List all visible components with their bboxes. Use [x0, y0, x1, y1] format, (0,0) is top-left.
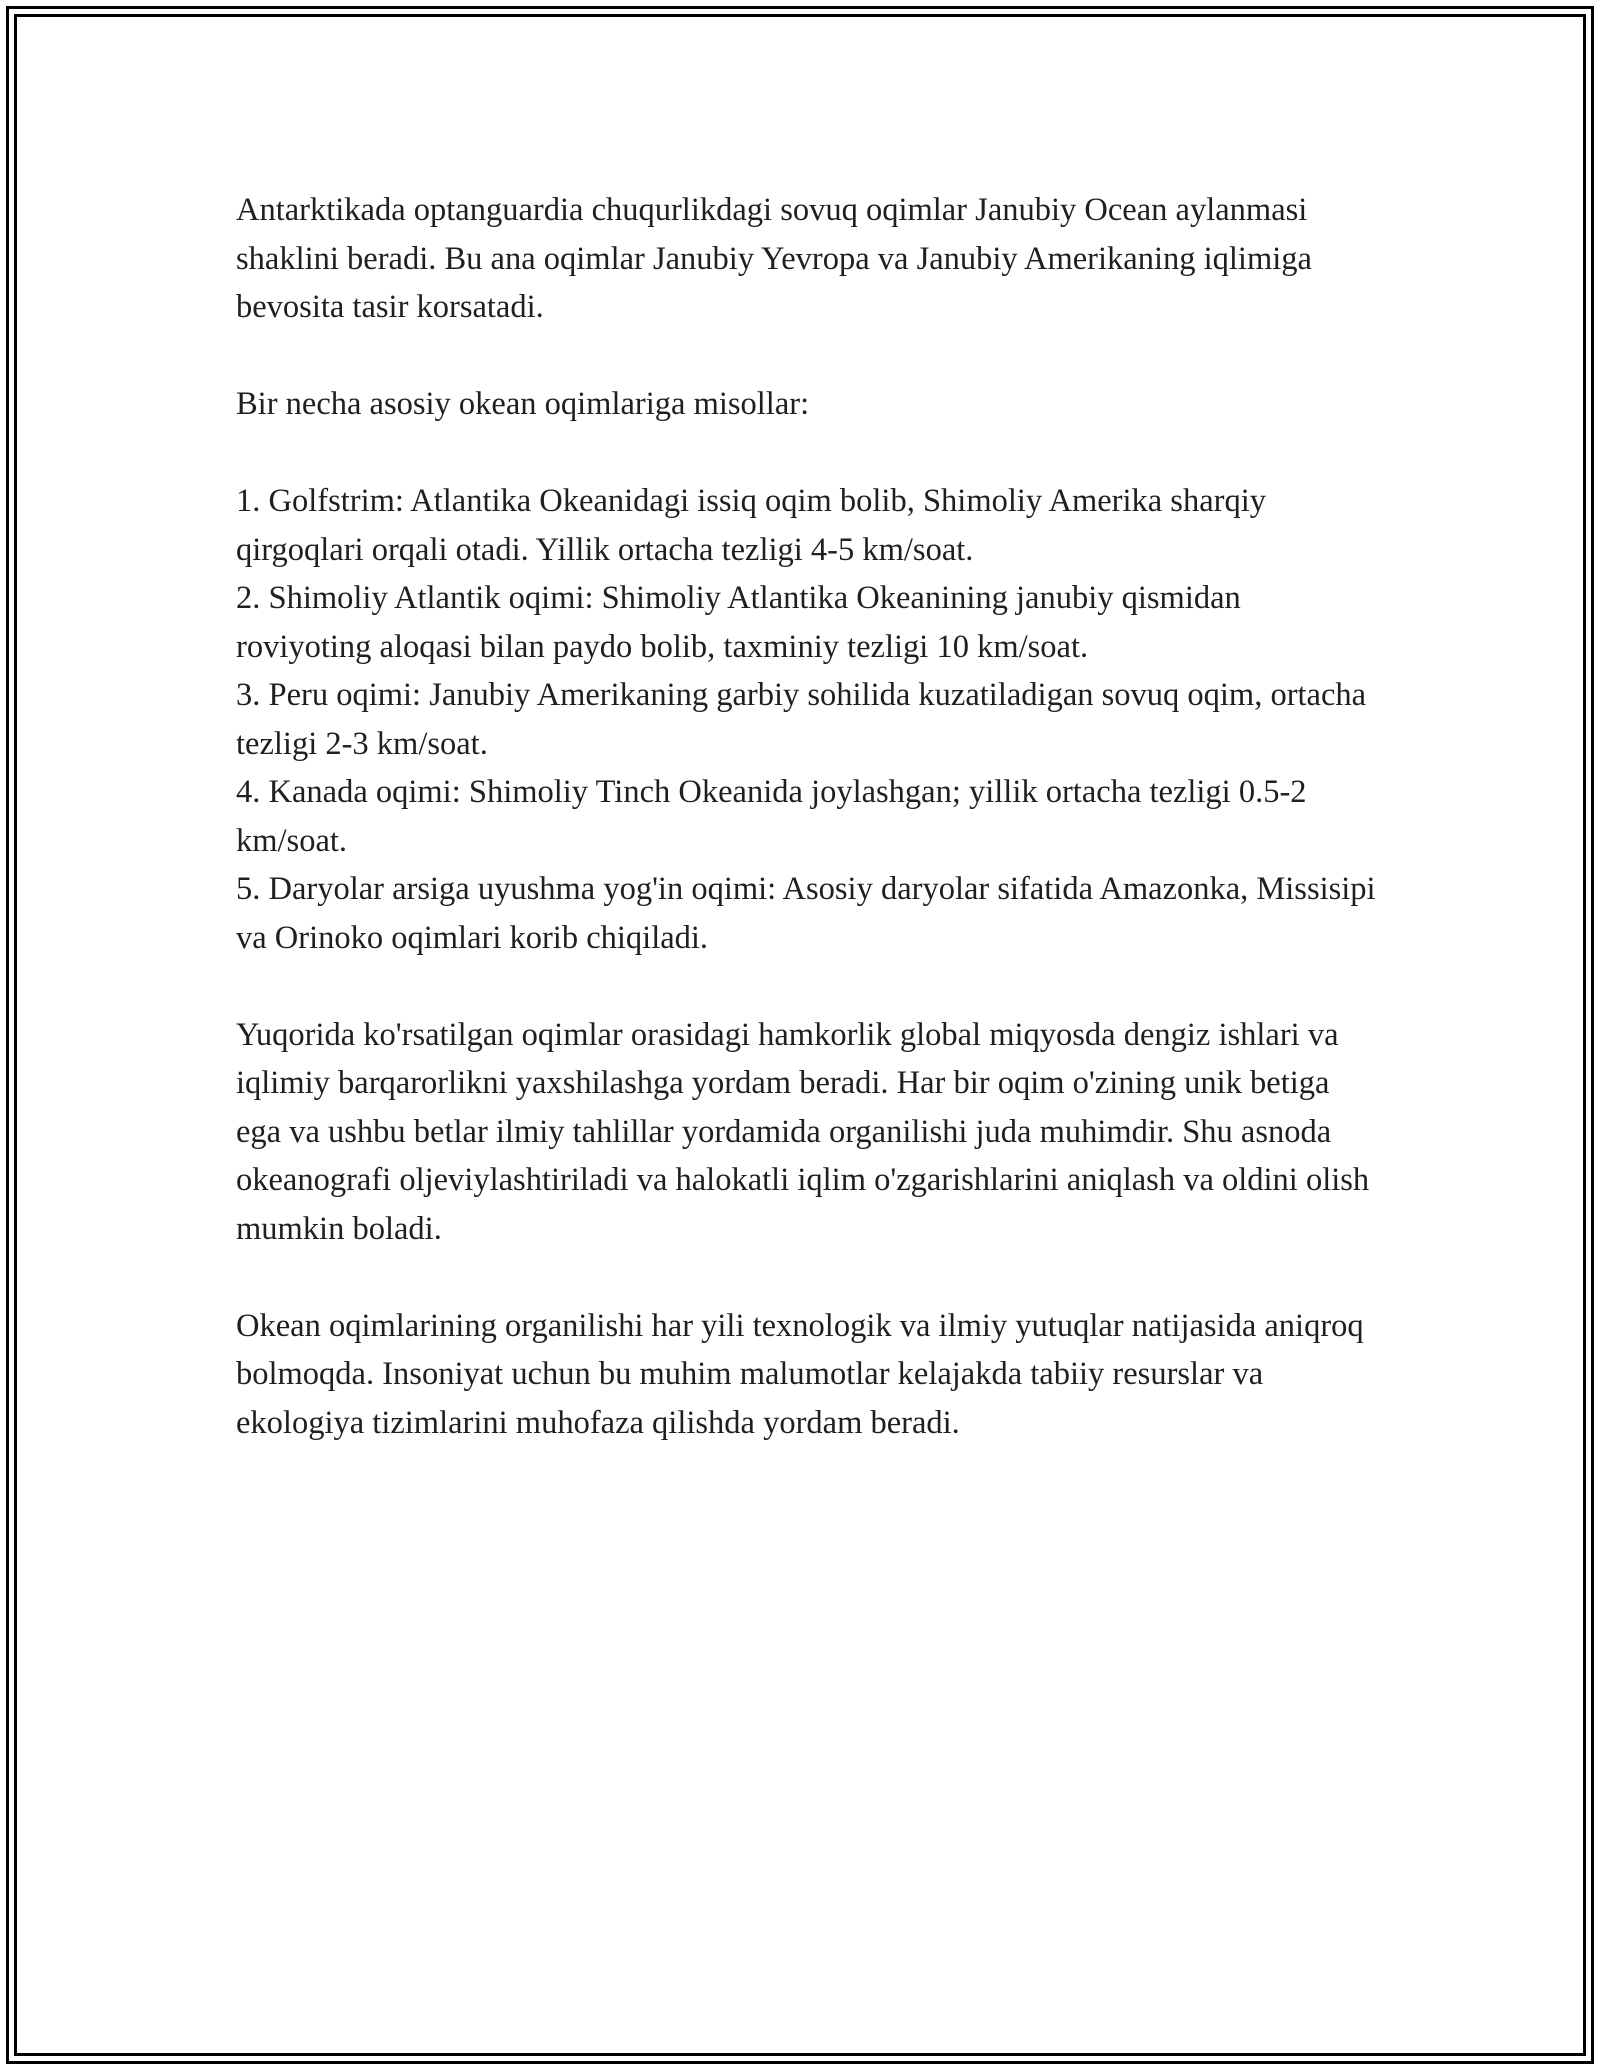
ocean-currents-list: [236, 477, 1376, 962]
paragraph-spacer: [236, 962, 1376, 1011]
list-item: 3. Peru oqimi: Janubiy Amerikaning garbiy sohilida kuzatiladigan sovuq oqim, ortacha tezligi 2-3 km/soat.: [236, 677, 1367, 762]
list-item: 1. Golfstrim: Atlantika Okeanidagi issiq oqim bolib, Shimoliy Amerika sharqiy qirgoqlari orqali otadi. Yillik ortacha tezligi 4-5 km/soat.: [236, 483, 1266, 568]
paragraph-spacer: [236, 332, 1376, 381]
list-item: 5. Daryolar arsiga uyushma yog'in oqimi: Asosiy daryolar sifatida Amazonka, Missisipi va Orinoko oqimlari korib chiqiladi.: [236, 871, 1376, 956]
list-item: 4. Kanada oqimi: Shimoliy Tinch Okeanida joylashgan; yillik ortacha tezligi 0.5-2 km/soat.: [236, 774, 1307, 859]
paragraph-spacer: [236, 429, 1376, 478]
list-item: 2. Shimoliy Atlantik oqimi: Shimoliy Atlantika Okeanining janubiy qismidan roviyoting aloqasi bilan paydo bolib, taxminiy tezligi 10 km/soat.: [236, 580, 1241, 665]
document-body: [236, 186, 1376, 1447]
cooperation-paragraph: Yuqorida ko'rsatilgan oqimlar orasidagi hamkorlik global miqyosda dengiz ishlari va iqlimiy barqarorlikni yaxshilashga yordam beradi. Har bir oqim o'zining unik betiga ega va ushbu betlar ilmiy tahlillar yordamida organilishi juda muhimdir. Shu asnoda okeanografi oljeviylashtiriladi va halokatli iqlim o'zgarishlarini aniqlash va oldini olish mumkin boladi.: [236, 1016, 1370, 1247]
intro-paragraph: Antarktikada optanguardia chuqurlikdagi sovuq oqimlar Janubiy Ocean aylanmasi shaklini beradi. Bu ana oqimlar Janubiy Yevropa va Janubiy Amerikaning iqlimiga bevosita tasir korsatadi.: [236, 192, 1312, 325]
conclusion-paragraph: Okean oqimlarining organilishi har yili texnologik va ilmiy yutuqlar natijasida aniqroq bolmoqda. Insoniyat uchun bu muhim malumotlar kelajakda tabiiy resurslar va ekologiya tizimlarini muhofaza qilishda yordam beradi.: [236, 1307, 1364, 1441]
examples-heading: Bir necha asosiy okean oqimlariga misollar:: [236, 386, 810, 422]
paragraph-spacer: [236, 1253, 1376, 1302]
